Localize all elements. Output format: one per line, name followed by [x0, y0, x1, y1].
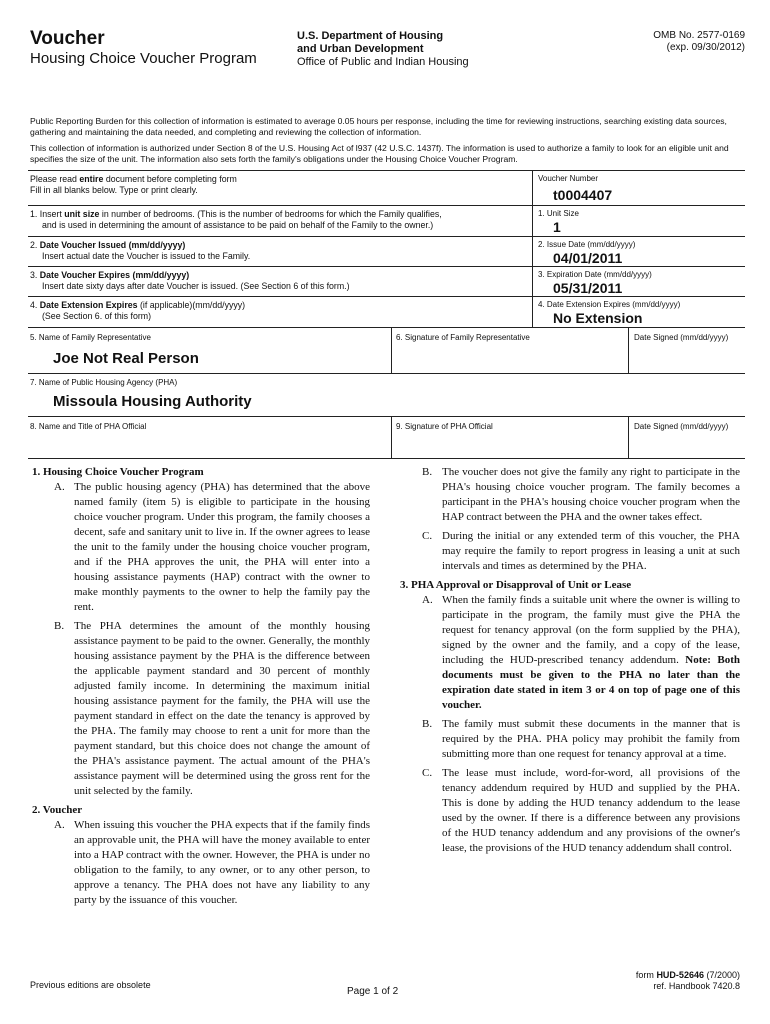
- omb-number: OMB No. 2577-0169 (exp. 09/30/2012): [653, 30, 745, 53]
- pha-date-signed-label: Date Signed (mm/dd/yyyy): [634, 422, 729, 431]
- issue-date-value[interactable]: 04/01/2011: [553, 250, 623, 266]
- family-rep-signature-field[interactable]: [400, 348, 620, 368]
- authority-statement: This collection of information is authorized under Section 8 of the U.S. Housing Act of l937 (42 U.S.C. 1437f). The information is used to authorize a family to look for an eligible unit and specifies the size of the unit. The information also sets forth the family's obligations under the Housing Choice Voucher Program.: [30, 143, 729, 164]
- footer-obsolete-note: Previous editions are obsolete: [30, 980, 151, 990]
- pha-official-signature-field[interactable]: [400, 434, 620, 454]
- unit-size-value[interactable]: 1: [553, 219, 561, 235]
- item-4-instructions: 4. Date Extension Expires (if applicable)(mm/dd/yyyy) (See Section 6. of this form): [30, 300, 246, 321]
- col-divider: [391, 327, 392, 373]
- col-divider: [391, 416, 392, 458]
- family-date-signed-label: Date Signed (mm/dd/yyyy): [634, 333, 729, 342]
- pha-official-field[interactable]: [32, 434, 382, 454]
- section-1-body: [32, 480, 370, 799]
- section-1a: A. The public housing agency (PHA) has determined that the above named family (item 5) is eligible to participate in the housing choice voucher program. Under this program, the family chooses a decent, safe and sanitary unit to live in. If the owner agrees to lease the unit to the family under the housing choice voucher program, and if the PHA approves the unit, the PHA will enter into a housing assistance payments (HAP) contract with the owner to make monthly payments to the owner to help the family pay the rent.: [54, 481, 370, 613]
- unit-size-label: 1. Unit Size: [538, 209, 579, 218]
- burden-statement: Public Reporting Burden for this collection of information is estimated to average 0.05 hours per response, including the time for reviewing instructions, searching existing data sources, gathering and maintaining the data needed, and completing and reviewing the collection of information.: [30, 116, 727, 137]
- section-3c: C. The lease must include, word-for-word, all provisions of the tenancy addendum required by HUD and supplied by the PHA. This is done by adding the HUD tenancy addendum to the lease used by the owner. If there is a difference between any provisions of the HUD tenancy addendum and any provisions of the owner's lease, the provisions of the HUD tenancy addendum shall control.: [422, 767, 740, 854]
- section-3a: A. When the family finds a suitable unit where the owner is willing to participate in the program, the family must give the PHA the request for tenancy approval (on the form supplied by the PHA), signed by the owner and the family, and a copy of the lease, including the HUD-prescribed tenancy addendum. Note: Both documents must be given to the PHA no later than the expiration date stated in item 3 or 4 on top of page one of this voucher.: [422, 594, 740, 711]
- extension-date-value[interactable]: No Extension: [553, 310, 643, 326]
- expiration-date-value[interactable]: 05/31/2011: [553, 280, 623, 296]
- form-right-column-divider: [532, 170, 533, 327]
- row-divider: [28, 416, 745, 417]
- pha-date-signed-field[interactable]: [636, 434, 741, 454]
- office-name: Office of Public and Indian Housing: [297, 56, 469, 68]
- row-divider: [28, 458, 745, 459]
- voucher-number-value[interactable]: t0004407: [553, 187, 613, 203]
- col-divider: [628, 327, 629, 373]
- pha-official-signature-label: 9. Signature of PHA Official: [396, 422, 493, 431]
- item-2-instructions: 2. Date Voucher Issued (mm/dd/yyyy) Insert actual date the Voucher is issued to the Family.: [30, 240, 251, 261]
- col-divider: [628, 416, 629, 458]
- family-rep-name-label: 5. Name of Family Representative: [30, 333, 151, 342]
- section-2-continued: [400, 465, 740, 574]
- pha-name-value[interactable]: Missoula Housing Authority: [53, 393, 252, 410]
- right-column: [400, 465, 740, 860]
- pha-official-label: 8. Name and Title of PHA Official: [30, 422, 147, 431]
- section-1b: B. The PHA determines the amount of the monthly housing assistance payment to be paid to the owner. Generally, the monthly housing assistance payment by the PHA is the difference between the applicable payment standard and 30 percent of monthly adjusted family income. In determining the maximum initial housing assistance payment for the family, the PHA will use the payment standard in effect on the date the tenancy is approved by the PHA. The family may choose to rent a unit for more than the payment standard, but this choice does not change the amount of the PHA's assistance payment. The actual amount of the PHA's assistance payment will be determined using the gross rent for the unit selected by the family.: [54, 620, 370, 797]
- row-divider: [28, 205, 745, 206]
- row-divider: [28, 236, 745, 237]
- family-date-signed-field[interactable]: [636, 348, 741, 368]
- section-3-body: [400, 593, 740, 856]
- family-rep-name-value[interactable]: Joe Not Real Person: [53, 350, 199, 367]
- form-number: form HUD-52646 (7/2000) ref. Handbook 7420.8: [635, 970, 740, 991]
- section-3-title: 3. PHA Approval or Disapproval of Unit or Lease: [400, 579, 632, 591]
- row-divider: [28, 373, 745, 374]
- item-1-instructions: 1. Insert unit size in number of bedrooms. (This is the number of bedrooms for which the Family qualifies, and is used in determining the amount of assistance to be paid on behalf of the Family to the owner.): [30, 209, 442, 230]
- document-subtitle: Housing Choice Voucher Program: [30, 50, 257, 67]
- section-3b: B. The family must submit these documents in the manner that is required by the PHA. PHA policy may prohibit the family from submitting more than one request for tenancy approval at a time.: [422, 718, 740, 760]
- section-2a: A. When issuing this voucher the PHA expects that if the family finds an approvable unit, the PHA will have the money available to enter into a HAP contract with the owner. However, the PHA is under no obligation to the family, to any owner, or to any other person, to approve a tenancy. The PHA does not have any liability to any party by the issuance of this voucher.: [54, 819, 370, 906]
- section-2-body: [32, 818, 370, 908]
- section-1-title: 1. Housing Choice Voucher Program: [32, 466, 204, 478]
- row-divider: [28, 266, 745, 267]
- department-name: U.S. Department of Housing and Urban Development: [297, 30, 444, 55]
- section-2-title: 2. Voucher: [32, 804, 83, 816]
- issue-date-label: 2. Issue Date (mm/dd/yyyy): [538, 240, 636, 249]
- left-column: [32, 465, 370, 912]
- expiration-date-label: 3. Expiration Date (mm/dd/yyyy): [538, 270, 652, 279]
- section-2c: C. During the initial or any extended term of this voucher, the PHA may require the family to report progress in leasing a unit at such intervals and times as determined by the PHA.: [422, 530, 740, 572]
- instructions: Please read entire document before completing form Fill in all blanks below. Type or print clearly.: [30, 174, 237, 195]
- document-title: Voucher: [30, 28, 105, 49]
- pha-name-label: 7. Name of Public Housing Agency (PHA): [30, 378, 178, 387]
- row-divider: [28, 327, 745, 328]
- form-top-rule: [28, 170, 745, 171]
- extension-date-label: 4. Date Extension Expires (mm/dd/yyyy): [538, 300, 681, 309]
- page-number: Page 1 of 2: [347, 986, 399, 997]
- voucher-number-label: Voucher Number: [538, 174, 599, 183]
- row-divider: [28, 296, 745, 297]
- family-rep-signature-label: 6. Signature of Family Representative: [396, 333, 530, 342]
- section-2b: B. The voucher does not give the family any right to participate in the PHA's housing choice voucher program. The family becomes a participant in the PHA's housing choice voucher program when the HAP contract between the PHA and the owner takes effect.: [422, 466, 740, 523]
- item-3-instructions: 3. Date Voucher Expires (mm/dd/yyyy) Insert date sixty days after date Voucher is issued. (See Section 6 of this form.): [30, 270, 350, 291]
